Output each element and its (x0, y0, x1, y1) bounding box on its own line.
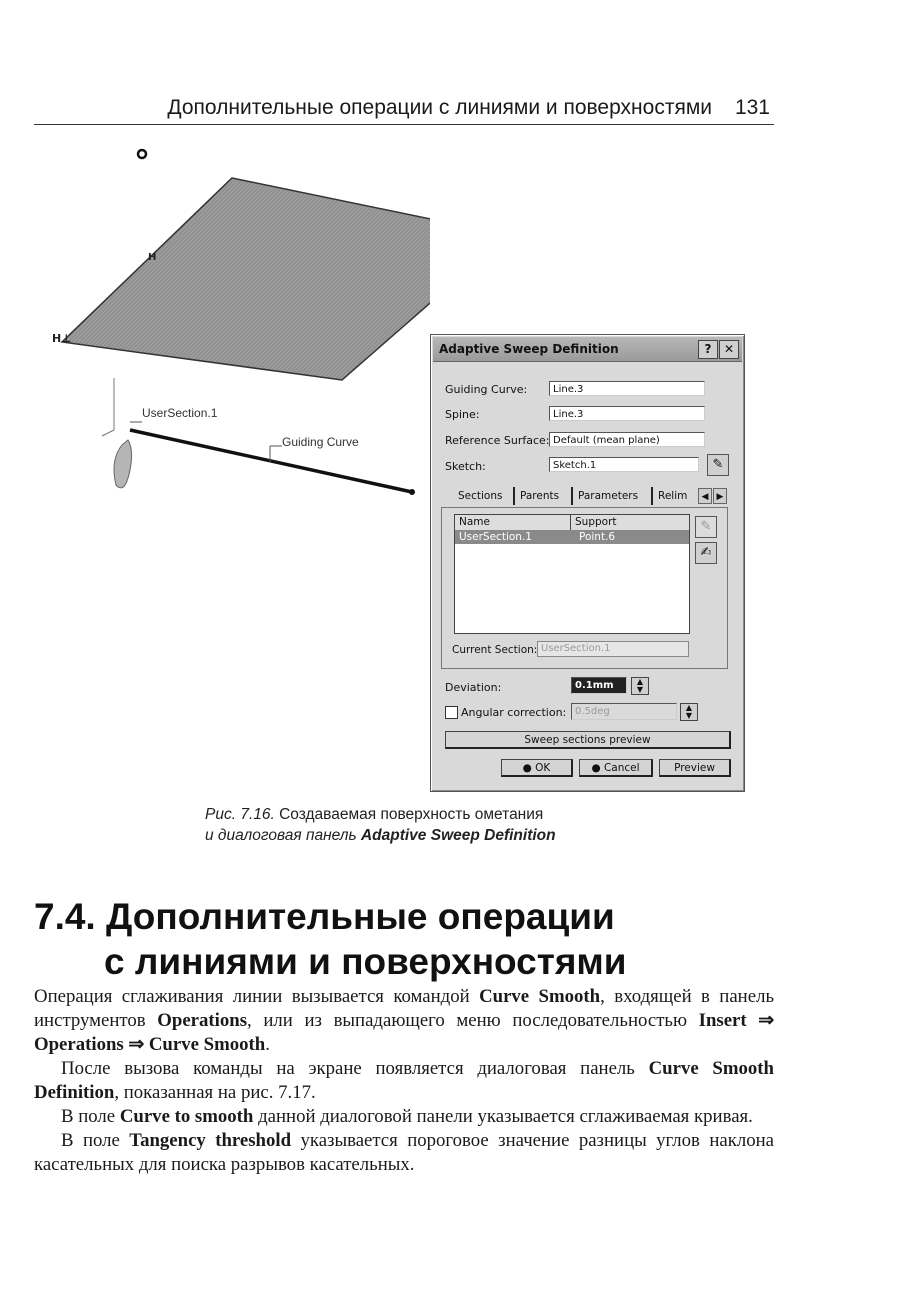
spinner-up-icon: ▲ (685, 703, 693, 712)
spinner-up-icon: ▲ (636, 677, 644, 686)
column-header-name[interactable]: Name (455, 515, 571, 530)
section-title-line2: с линиями и поверхностями (104, 941, 627, 982)
viewport-illustration (30, 140, 430, 500)
angular-correction-spinner[interactable] (680, 703, 698, 721)
spinner-down-icon: ▼ (636, 685, 644, 694)
paragraph-4: В поле Tangency threshold указывается пороговое значение разницы углов наклона касательных для поиска разрывов касательных. (34, 1130, 775, 1175)
help-button[interactable]: ? (698, 340, 718, 359)
section-support-cell: Point.6 (579, 531, 616, 543)
edit-section-icon: ✎ (700, 519, 712, 534)
sketch-edit-button[interactable] (707, 454, 729, 476)
column-header-support[interactable]: Support (575, 516, 617, 528)
section-title-line1: Дополнительные операции (106, 896, 615, 937)
adaptive-sweep-dialog (430, 334, 745, 792)
remove-section-button[interactable] (695, 542, 717, 564)
guiding-curve-field[interactable]: Line.3 (549, 381, 705, 396)
header-title: Дополнительные операции с линиями и поверхностями (167, 96, 712, 119)
sketch-field[interactable]: Sketch.1 (549, 457, 699, 472)
table-row[interactable] (455, 530, 689, 544)
close-button[interactable]: ✕ (719, 340, 739, 359)
cancel-label: Cancel (603, 762, 640, 774)
spine-field-label: Spine: (445, 408, 480, 421)
sections-list[interactable] (454, 514, 690, 634)
sections-list-header (455, 515, 689, 531)
tab-scroll-right-icon[interactable]: ▶ (713, 488, 727, 504)
dialog-title: Adaptive Sweep Definition (439, 342, 619, 356)
body-text (34, 985, 774, 1177)
deviation-field[interactable]: 0.1mm (571, 677, 627, 694)
page-number: 131 (734, 96, 770, 119)
compass-origin-icon (138, 150, 146, 158)
sections-panel (441, 507, 728, 669)
paragraph-1: Операция сглаживания линии вызывается командой Curve Smooth, входящей в панель инструментов Operations, или из выпадающего меню последовательностью Insert ⇒ Operations ⇒ Curve Smooth. (34, 986, 775, 1055)
spinner-down-icon: ▼ (685, 711, 693, 720)
caption-line1: Создаваемая поверхность ометания (279, 806, 544, 823)
tab-relimitation[interactable]: Relim (658, 490, 688, 502)
paragraph-2: После вызова команды на экране появляется диалоговая панель Curve Smooth Definition, показанная на рис. 7.17. (34, 1058, 774, 1103)
section-name-cell: UserSection.1 (459, 531, 532, 543)
spine-field[interactable]: Line.3 (549, 406, 705, 421)
caption-line2-bold: Adaptive Sweep Definition (360, 827, 556, 844)
angular-correction-checkbox[interactable] (445, 706, 458, 719)
figure-caption (205, 804, 685, 846)
caption-prefix: Рис. 7.16. (205, 806, 275, 823)
tab-sections[interactable]: Sections (453, 487, 515, 505)
sweep-surface (62, 178, 430, 380)
section-heading (34, 894, 774, 984)
ok-label: OK (535, 762, 551, 774)
user-section-label: UserSection.1 (142, 406, 218, 420)
preview-button[interactable]: Preview (659, 759, 731, 777)
guiding-curve-field-label: Guiding Curve: (445, 383, 528, 396)
reference-surface-label: Reference Surface: (445, 434, 550, 447)
dialog-titlebar[interactable] (433, 337, 742, 362)
tab-scroll-left-icon[interactable]: ◀ (698, 488, 712, 504)
pencil-icon: ✎ (712, 457, 724, 472)
deviation-label: Deviation: (445, 681, 502, 694)
cancel-icon: ● (591, 762, 601, 774)
ok-button[interactable] (501, 759, 573, 777)
tab-parameters[interactable]: Parameters (573, 487, 653, 505)
user-section-shape (114, 440, 132, 488)
ok-icon: ● (522, 762, 532, 774)
angular-correction-field[interactable]: 0.5deg (571, 703, 677, 720)
caption-line2-text: и диалоговая панель (205, 827, 357, 844)
cancel-button[interactable] (579, 759, 653, 777)
tab-strip (453, 487, 728, 507)
guiding-curve-line (130, 430, 412, 492)
eraser-icon: ✍ (700, 545, 712, 560)
reference-surface-field[interactable]: Default (mean plane) (549, 432, 705, 447)
guiding-curve-label: Guiding Curve (282, 435, 359, 449)
current-section-label: Current Section: (452, 644, 538, 656)
running-header (34, 94, 774, 125)
paragraph-3: В поле Curve to smooth данной диалоговой панели указывается сглаживаемая кривая. (61, 1106, 753, 1127)
angular-correction-label: Angular correction: (461, 706, 567, 719)
section-number: 7.4. (34, 896, 96, 937)
sketch-field-label: Sketch: (445, 460, 486, 473)
axis-label-hv: H⊥ (52, 332, 72, 345)
tab-parents[interactable]: Parents (515, 487, 573, 505)
sweep-sections-preview-button[interactable]: Sweep sections preview (445, 731, 731, 749)
add-section-button[interactable] (695, 516, 717, 538)
axis-label-h: H (148, 252, 157, 263)
deviation-spinner[interactable] (631, 677, 649, 695)
current-section-field[interactable]: UserSection.1 (537, 641, 689, 657)
